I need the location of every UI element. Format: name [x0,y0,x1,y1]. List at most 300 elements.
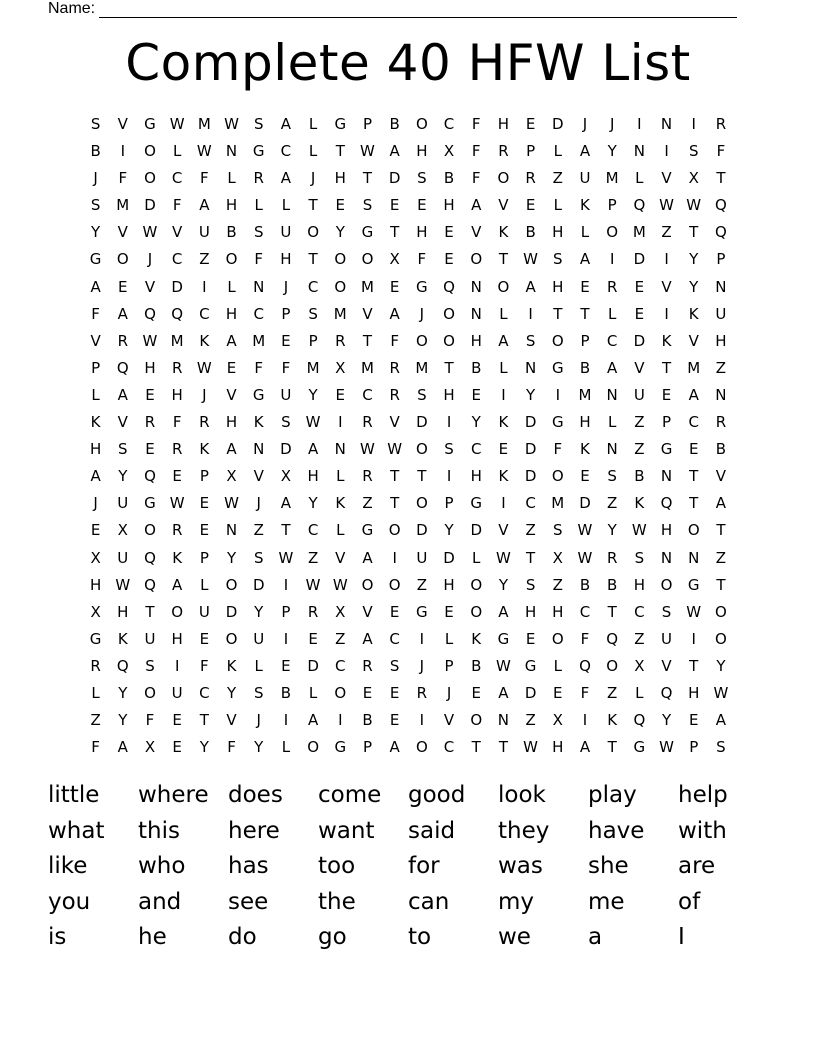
grid-cell[interactable]: N [660,115,673,133]
grid-cell[interactable]: S [444,440,454,459]
grid-cell[interactable]: V [471,223,482,242]
grid-cell[interactable]: U [416,548,428,567]
grid-cell[interactable]: J [93,494,98,513]
grid-cell[interactable]: M [252,331,266,350]
grid-cell[interactable]: Y [498,575,508,594]
grid-cell[interactable]: A [389,738,400,757]
grid-cell[interactable]: H [633,575,645,594]
grid-cell[interactable]: K [471,629,482,648]
grid-cell[interactable]: X [389,250,400,269]
grid-cell[interactable]: H [225,413,238,432]
grid-cell[interactable]: P [580,331,590,350]
grid-cell[interactable]: Y [118,467,128,486]
grid-cell[interactable]: J [256,494,261,513]
grid-cell[interactable]: O [551,331,564,350]
grid-cell[interactable]: W [686,196,702,215]
grid-cell[interactable]: J [256,711,261,730]
grid-cell[interactable]: N [225,521,238,540]
grid-cell[interactable]: K [498,413,509,432]
grid-cell[interactable]: O [443,331,455,350]
grid-cell[interactable]: F [471,169,481,188]
grid-cell[interactable]: I [528,304,533,323]
grid-cell[interactable]: C [579,602,591,621]
grid-cell[interactable]: E [417,196,427,215]
grid-cell[interactable]: V [144,277,156,296]
grid-cell[interactable]: A [117,304,128,323]
grid-cell[interactable]: E [389,711,400,730]
grid-cell[interactable]: I [174,656,180,675]
grid-cell[interactable]: Z [199,250,210,269]
grid-cell[interactable]: T [498,250,508,269]
grid-cell[interactable]: T [362,331,373,350]
grid-cell[interactable]: O [171,602,184,621]
grid-cell[interactable]: E [389,683,400,702]
grid-cell[interactable]: V [498,521,509,540]
grid-cell[interactable]: O [415,331,428,350]
grid-cell[interactable]: J [419,656,425,675]
grid-cell[interactable]: V [688,331,699,350]
grid-cell[interactable]: E [444,602,454,621]
grid-cell[interactable]: V [335,548,346,567]
grid-cell[interactable]: S [90,115,101,133]
grid-cell[interactable]: Y [254,738,264,757]
grid-cell[interactable]: O [388,521,401,540]
grid-cell[interactable]: J [310,169,316,188]
grid-cell[interactable]: Y [308,494,318,513]
grid-cell[interactable]: E [199,494,210,513]
grid-cell[interactable]: F [390,331,399,350]
grid-cell[interactable]: G [416,277,428,296]
grid-cell[interactable]: I [446,467,452,486]
grid-cell[interactable]: V [117,115,128,133]
grid-cell[interactable]: W [360,440,375,459]
grid-cell[interactable]: X [634,656,645,675]
grid-cell[interactable]: G [497,629,510,648]
grid-cell[interactable]: L [553,656,562,675]
grid-cell[interactable]: P [444,656,454,675]
grid-cell[interactable]: Z [416,575,427,594]
grid-cell[interactable]: C [307,521,319,540]
grid-cell[interactable]: D [470,521,482,540]
grid-cell[interactable]: O [388,575,401,594]
grid-cell[interactable]: G [334,115,347,133]
grid-cell[interactable]: P [199,467,209,486]
grid-cell[interactable]: H [497,115,510,133]
grid-cell[interactable]: C [171,250,183,269]
grid-cell[interactable]: R [362,656,373,675]
grid-cell[interactable]: O [715,602,727,621]
grid-cell[interactable]: W [495,548,511,567]
grid-cell[interactable]: P [362,115,372,133]
grid-cell[interactable]: P [444,494,454,513]
grid-cell[interactable]: T [498,738,508,757]
grid-cell[interactable]: P [526,142,536,161]
grid-cell[interactable]: W [115,575,131,594]
grid-cell[interactable]: N [606,385,618,404]
grid-cell[interactable]: X [144,738,156,757]
grid-cell[interactable]: O [334,277,347,296]
grid-cell[interactable]: O [415,440,428,459]
grid-cell[interactable]: W [659,196,674,215]
grid-cell[interactable]: E [580,277,590,296]
grid-cell[interactable]: E [525,629,536,648]
grid-cell[interactable]: X [335,358,346,377]
grid-cell[interactable]: E [335,385,346,404]
grid-cell[interactable]: Z [90,711,101,730]
grid-cell[interactable]: S [145,656,155,675]
grid-cell[interactable]: E [553,683,563,702]
grid-cell[interactable]: L [499,358,508,377]
grid-cell[interactable]: E [688,440,699,459]
grid-cell[interactable]: O [415,494,428,513]
grid-cell[interactable]: Z [661,223,672,242]
grid-cell[interactable]: E [308,629,318,648]
grid-cell[interactable]: L [200,575,209,594]
grid-cell[interactable]: S [716,738,726,757]
grid-cell[interactable]: E [444,223,454,242]
grid-cell[interactable]: R [144,413,156,432]
grid-cell[interactable]: M [605,169,619,188]
grid-cell[interactable]: L [254,196,263,215]
grid-cell[interactable]: K [90,413,101,432]
grid-cell[interactable]: D [280,440,292,459]
grid-cell[interactable]: H [552,602,564,621]
grid-cell[interactable]: T [553,304,563,323]
grid-cell[interactable]: N [470,277,482,296]
grid-cell[interactable]: D [524,467,537,486]
grid-cell[interactable]: Y [308,385,318,404]
grid-cell[interactable]: W [360,142,375,161]
grid-cell[interactable]: E [498,440,509,459]
grid-cell[interactable]: Z [607,683,618,702]
grid-cell[interactable]: N [660,548,673,567]
grid-cell[interactable]: V [226,711,237,730]
grid-cell[interactable]: C [606,331,618,350]
grid-cell[interactable]: E [634,277,645,296]
grid-cell[interactable]: B [389,115,400,133]
grid-cell[interactable]: B [579,575,591,594]
grid-cell[interactable]: E [145,385,155,404]
grid-cell[interactable]: N [606,440,618,459]
grid-cell[interactable]: Q [660,683,673,702]
grid-cell[interactable]: D [171,277,183,296]
grid-cell[interactable]: B [715,440,727,459]
grid-cell[interactable]: O [361,575,374,594]
grid-cell[interactable]: Q [144,304,156,323]
grid-cell[interactable]: H [416,142,428,161]
grid-cell[interactable]: L [281,738,291,757]
name-underline[interactable] [99,3,737,18]
grid-cell[interactable]: Q [715,223,727,242]
grid-cell[interactable]: X [443,142,455,161]
grid-cell[interactable]: T [689,223,699,242]
grid-cell[interactable]: L [227,169,236,188]
grid-cell[interactable]: E [199,629,210,648]
grid-cell[interactable]: T [716,521,726,540]
grid-cell[interactable]: O [606,223,619,242]
grid-cell[interactable]: B [362,711,373,730]
grid-cell[interactable]: O [687,521,700,540]
grid-cell[interactable]: P [607,196,617,215]
grid-cell[interactable]: T [661,358,672,377]
grid-cell[interactable]: E [172,467,182,486]
grid-cell[interactable]: E [634,304,645,323]
grid-cell[interactable]: N [715,385,727,404]
grid-cell[interactable]: C [253,304,264,323]
grid-cell[interactable]: T [390,223,400,242]
grid-cell[interactable]: E [172,738,182,757]
grid-cell[interactable]: Y [716,656,726,675]
grid-cell[interactable]: B [280,683,292,702]
grid-cell[interactable]: Y [607,521,617,540]
grid-cell[interactable]: T [281,521,291,540]
grid-cell[interactable]: J [283,277,289,296]
grid-cell[interactable]: I [338,413,343,432]
grid-cell[interactable]: W [659,738,674,757]
grid-cell[interactable]: I [202,277,207,296]
grid-cell[interactable]: U [198,602,210,621]
grid-cell[interactable]: W [686,602,702,621]
grid-cell[interactable]: S [688,142,699,161]
grid-cell[interactable]: Y [91,223,101,242]
grid-cell[interactable]: C [199,304,210,323]
grid-cell[interactable]: H [171,629,183,648]
grid-cell[interactable]: H [552,738,564,757]
grid-cell[interactable]: V [443,711,455,730]
grid-cell[interactable]: L [553,196,562,215]
grid-cell[interactable]: A [579,250,591,269]
grid-cell[interactable]: O [361,250,374,269]
grid-cell[interactable]: O [144,142,156,161]
grid-cell[interactable]: A [307,711,319,730]
grid-cell[interactable]: B [607,575,618,594]
grid-cell[interactable]: R [416,683,428,702]
grid-cell[interactable]: Y [199,738,209,757]
grid-cell[interactable]: V [389,413,400,432]
grid-cell[interactable]: U [171,683,183,702]
grid-cell[interactable]: W [278,548,294,567]
grid-cell[interactable]: Y [661,711,672,730]
grid-cell[interactable]: L [91,385,100,404]
grid-cell[interactable]: L [227,277,236,296]
grid-cell[interactable]: E [90,521,101,540]
grid-cell[interactable]: R [335,331,346,350]
grid-cell[interactable]: W [523,250,539,269]
grid-cell[interactable]: D [443,548,455,567]
grid-cell[interactable]: T [607,602,617,621]
grid-cell[interactable]: C [307,277,319,296]
grid-cell[interactable]: W [332,575,348,594]
grid-cell[interactable]: W [169,494,185,513]
grid-cell[interactable]: S [253,548,264,567]
grid-cell[interactable]: T [362,169,373,188]
grid-cell[interactable]: A [226,440,237,459]
grid-cell[interactable]: G [252,385,265,404]
grid-cell[interactable]: O [470,711,483,730]
grid-cell[interactable]: Y [526,385,536,404]
grid-cell[interactable]: K [580,440,590,459]
grid-cell[interactable]: F [145,711,155,730]
grid-cell[interactable]: T [689,467,699,486]
grid-cell[interactable]: R [362,413,373,432]
grid-cell[interactable]: L [254,656,263,675]
grid-cell[interactable]: A [607,358,618,377]
grid-cell[interactable]: E [172,711,182,730]
grid-cell[interactable]: W [142,223,158,242]
grid-cell[interactable]: G [551,358,564,377]
grid-cell[interactable]: L [472,548,481,567]
grid-cell[interactable]: O [225,575,238,594]
grid-cell[interactable]: H [715,331,727,350]
grid-cell[interactable]: A [389,142,400,161]
grid-cell[interactable]: G [144,115,156,133]
grid-cell[interactable]: E [281,656,291,675]
grid-cell[interactable]: W [305,413,321,432]
grid-cell[interactable]: L [553,142,562,161]
grid-cell[interactable]: H [117,602,129,621]
grid-cell[interactable]: M [116,196,130,215]
grid-cell[interactable]: F [172,196,182,215]
grid-cell[interactable]: L [635,169,644,188]
grid-cell[interactable]: Q [606,629,619,648]
grid-cell[interactable]: E [444,250,454,269]
grid-cell[interactable]: R [389,385,400,404]
grid-cell[interactable]: F [172,413,182,432]
grid-cell[interactable]: R [171,440,183,459]
grid-cell[interactable]: Z [253,521,264,540]
grid-cell[interactable]: X [688,169,699,188]
grid-cell[interactable]: O [144,521,156,540]
grid-cell[interactable]: R [171,358,183,377]
grid-cell[interactable]: M [415,358,429,377]
grid-cell[interactable]: T [335,142,345,161]
grid-cell[interactable]: U [280,223,292,242]
grid-cell[interactable]: P [308,331,318,350]
grid-cell[interactable]: Z [634,440,645,459]
grid-cell[interactable]: A [715,711,727,730]
grid-cell[interactable]: D [579,494,591,513]
grid-cell[interactable]: V [498,196,509,215]
grid-cell[interactable]: H [579,413,591,432]
grid-cell[interactable]: W [523,738,539,757]
grid-cell[interactable]: N [688,548,700,567]
grid-cell[interactable]: H [416,223,428,242]
grid-cell[interactable]: P [281,304,291,323]
grid-cell[interactable]: A [117,385,128,404]
grid-cell[interactable]: B [226,223,237,242]
grid-cell[interactable]: R [117,331,128,350]
grid-cell[interactable]: T [689,494,699,513]
grid-cell[interactable]: O [334,683,347,702]
grid-cell[interactable]: I [664,142,669,161]
grid-cell[interactable]: E [335,196,346,215]
grid-cell[interactable]: F [580,629,590,648]
grid-cell[interactable]: G [687,575,700,594]
grid-cell[interactable]: L [172,142,182,161]
grid-cell[interactable]: Y [118,711,128,730]
grid-cell[interactable]: O [551,629,564,648]
grid-cell[interactable]: K [335,494,346,513]
grid-cell[interactable]: W [713,683,729,702]
grid-cell[interactable]: A [362,548,373,567]
grid-cell[interactable]: B [525,223,536,242]
grid-cell[interactable]: L [580,223,590,242]
grid-cell[interactable]: K [607,711,618,730]
grid-cell[interactable]: W [631,521,647,540]
grid-cell[interactable]: J [582,115,588,133]
grid-cell[interactable]: H [144,358,156,377]
grid-cell[interactable]: S [308,304,318,323]
grid-cell[interactable]: F [254,358,264,377]
grid-cell[interactable]: O [225,629,238,648]
grid-cell[interactable]: O [551,467,564,486]
grid-cell[interactable]: A [90,467,101,486]
grid-cell[interactable]: H [660,521,673,540]
grid-cell[interactable]: O [334,250,347,269]
grid-cell[interactable]: E [471,385,481,404]
grid-cell[interactable]: L [635,683,644,702]
grid-cell[interactable]: E [389,196,400,215]
grid-cell[interactable]: T [526,548,536,567]
grid-cell[interactable]: G [144,494,156,513]
grid-cell[interactable]: I [283,711,289,730]
grid-cell[interactable]: S [634,548,645,567]
grid-cell[interactable]: I [392,548,397,567]
grid-cell[interactable]: Z [552,575,563,594]
grid-cell[interactable]: B [579,358,591,377]
grid-cell[interactable]: V [172,223,183,242]
grid-cell[interactable]: D [633,250,646,269]
grid-cell[interactable]: B [90,142,101,161]
grid-cell[interactable]: Q [633,711,646,730]
grid-cell[interactable]: A [280,494,292,513]
grid-cell[interactable]: H [552,277,564,296]
grid-cell[interactable]: L [499,304,508,323]
grid-cell[interactable]: Q [443,277,455,296]
grid-cell[interactable]: R [715,413,727,432]
grid-cell[interactable]: F [200,169,209,188]
grid-cell[interactable]: V [90,331,101,350]
grid-cell[interactable]: E [226,358,237,377]
grid-cell[interactable]: E [688,711,699,730]
grid-cell[interactable]: A [307,440,319,459]
grid-cell[interactable]: P [91,358,101,377]
grid-cell[interactable]: N [660,467,673,486]
grid-cell[interactable]: Q [144,575,156,594]
grid-cell[interactable]: H [171,385,183,404]
grid-cell[interactable]: D [416,413,428,432]
grid-cell[interactable]: E [145,440,155,459]
grid-cell[interactable]: U [633,385,645,404]
grid-cell[interactable]: N [334,440,346,459]
grid-cell[interactable]: E [525,196,536,215]
grid-cell[interactable]: W [224,494,239,513]
grid-cell[interactable]: X [90,602,101,621]
grid-cell[interactable]: N [633,142,645,161]
grid-cell[interactable]: H [307,467,319,486]
grid-cell[interactable]: A [90,277,101,296]
grid-cell[interactable]: S [417,169,427,188]
grid-cell[interactable]: F [118,169,128,188]
grid-cell[interactable]: V [661,169,672,188]
grid-cell[interactable]: O [470,602,483,621]
grid-cell[interactable]: S [525,331,536,350]
grid-cell[interactable]: N [497,711,510,730]
grid-cell[interactable]: H [443,575,455,594]
grid-cell[interactable]: L [336,521,345,540]
grid-cell[interactable]: O [497,169,510,188]
grid-cell[interactable]: B [471,358,482,377]
